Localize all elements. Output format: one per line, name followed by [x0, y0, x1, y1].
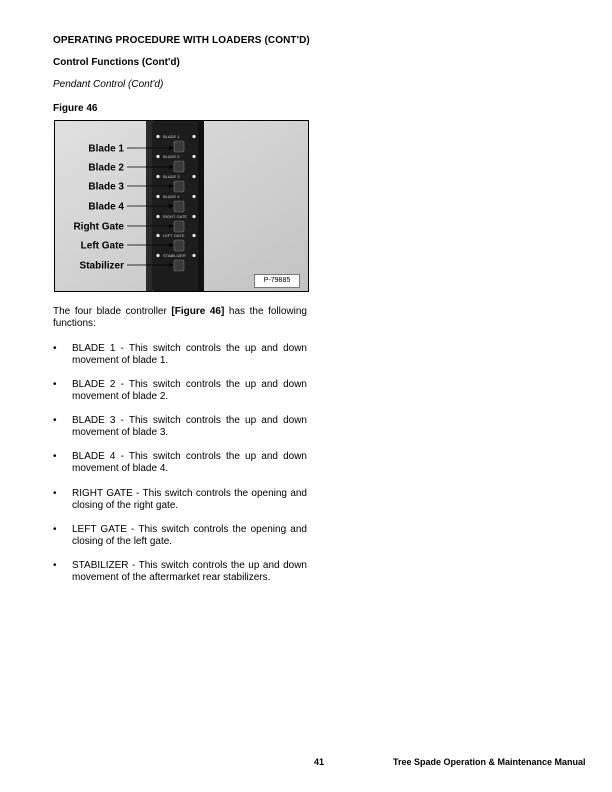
callout-label: Blade 4 [88, 201, 124, 213]
photo-reference-code: P-79885 [254, 274, 300, 288]
intro-text-before: The four blade controller [53, 306, 172, 317]
indicator-led [192, 234, 195, 237]
bullet-marker: • [53, 451, 57, 462]
figure-reference: [Figure 46] [171, 306, 225, 317]
list-item [53, 524, 307, 550]
toggle-switch [174, 201, 184, 212]
callout-label: Stabilizer [79, 260, 124, 272]
toggle-switch [174, 181, 184, 192]
indicator-led [192, 195, 195, 198]
pendant-control-illustration [55, 121, 308, 291]
indicator-led [192, 155, 195, 158]
callout-label: Left Gate [80, 240, 124, 252]
bullet-marker: • [53, 488, 57, 499]
indicator-led [156, 215, 159, 218]
bullet-marker: • [53, 379, 57, 390]
section-heading: OPERATING PROCEDURE WITH LOADERS (CONT'D) [53, 35, 310, 46]
indicator-led [156, 155, 159, 158]
bullet-marker: • [53, 343, 57, 354]
panel-label: LEFT GATE [163, 233, 185, 238]
list-item [53, 560, 307, 586]
toggle-switch [174, 161, 184, 172]
toggle-switch [174, 260, 184, 271]
panel-label: STABILIZER [163, 253, 186, 258]
panel-label: RIGHT GATE [163, 214, 188, 219]
list-item-text: BLADE 1 - This switch controls the up and down movement of blade 1. [72, 343, 307, 366]
indicator-led [156, 234, 159, 237]
page-number: 41 [314, 757, 325, 767]
panel-label: BLADE 3 [163, 174, 180, 179]
callout-label: Blade 1 [88, 143, 124, 155]
subsection-heading: Control Functions (Cont'd) [53, 57, 180, 68]
list-item-text: BLADE 4 - This switch controls the up and down movement of blade 4. [72, 451, 307, 474]
list-item-text: LEFT GATE - This switch controls the opening and closing of the left gate. [72, 524, 307, 547]
bullet-marker: • [53, 524, 57, 535]
list-item [53, 343, 307, 369]
manual-title: Tree Spade Operation & Maintenance Manual [393, 757, 586, 767]
topic-heading: Pendant Control (Cont'd) [53, 79, 164, 90]
list-item-text: RIGHT GATE - This switch controls the opening and closing of the right gate. [72, 488, 307, 511]
panel-label: BLADE 4 [163, 194, 180, 199]
toggle-switch [174, 240, 184, 251]
figure-label: Figure 46 [53, 103, 98, 114]
indicator-led [192, 215, 195, 218]
callout-label: Right Gate [73, 221, 124, 233]
indicator-led [192, 254, 195, 257]
list-item-text: STABILIZER - This switch controls the up and down movement of the aftermarket rear stabilizers. [72, 560, 307, 583]
indicator-led [156, 175, 159, 178]
list-item [53, 488, 307, 514]
indicator-led [156, 254, 159, 257]
panel-label: BLADE 1 [163, 134, 180, 139]
panel-label: BLADE 2 [163, 154, 180, 159]
indicator-led [192, 135, 195, 138]
toggle-switch [174, 141, 184, 152]
indicator-led [156, 135, 159, 138]
indicator-led [192, 175, 195, 178]
intro-paragraph [53, 306, 307, 330]
bullet-marker: • [53, 560, 57, 571]
list-item [53, 379, 307, 405]
indicator-led [156, 195, 159, 198]
list-item-text: BLADE 2 - This switch controls the up and down movement of blade 2. [72, 379, 307, 402]
list-item-text: BLADE 3 - This switch controls the up and down movement of blade 3. [72, 415, 307, 438]
intro-text-after: has the following functions: [53, 306, 307, 329]
bullet-marker: • [53, 415, 57, 426]
callout-label: Blade 2 [88, 162, 124, 174]
figure-46-photo [54, 120, 309, 292]
callout-label: Blade 3 [88, 181, 124, 193]
toggle-switch [174, 221, 184, 232]
list-item [53, 415, 307, 441]
list-item [53, 451, 307, 477]
